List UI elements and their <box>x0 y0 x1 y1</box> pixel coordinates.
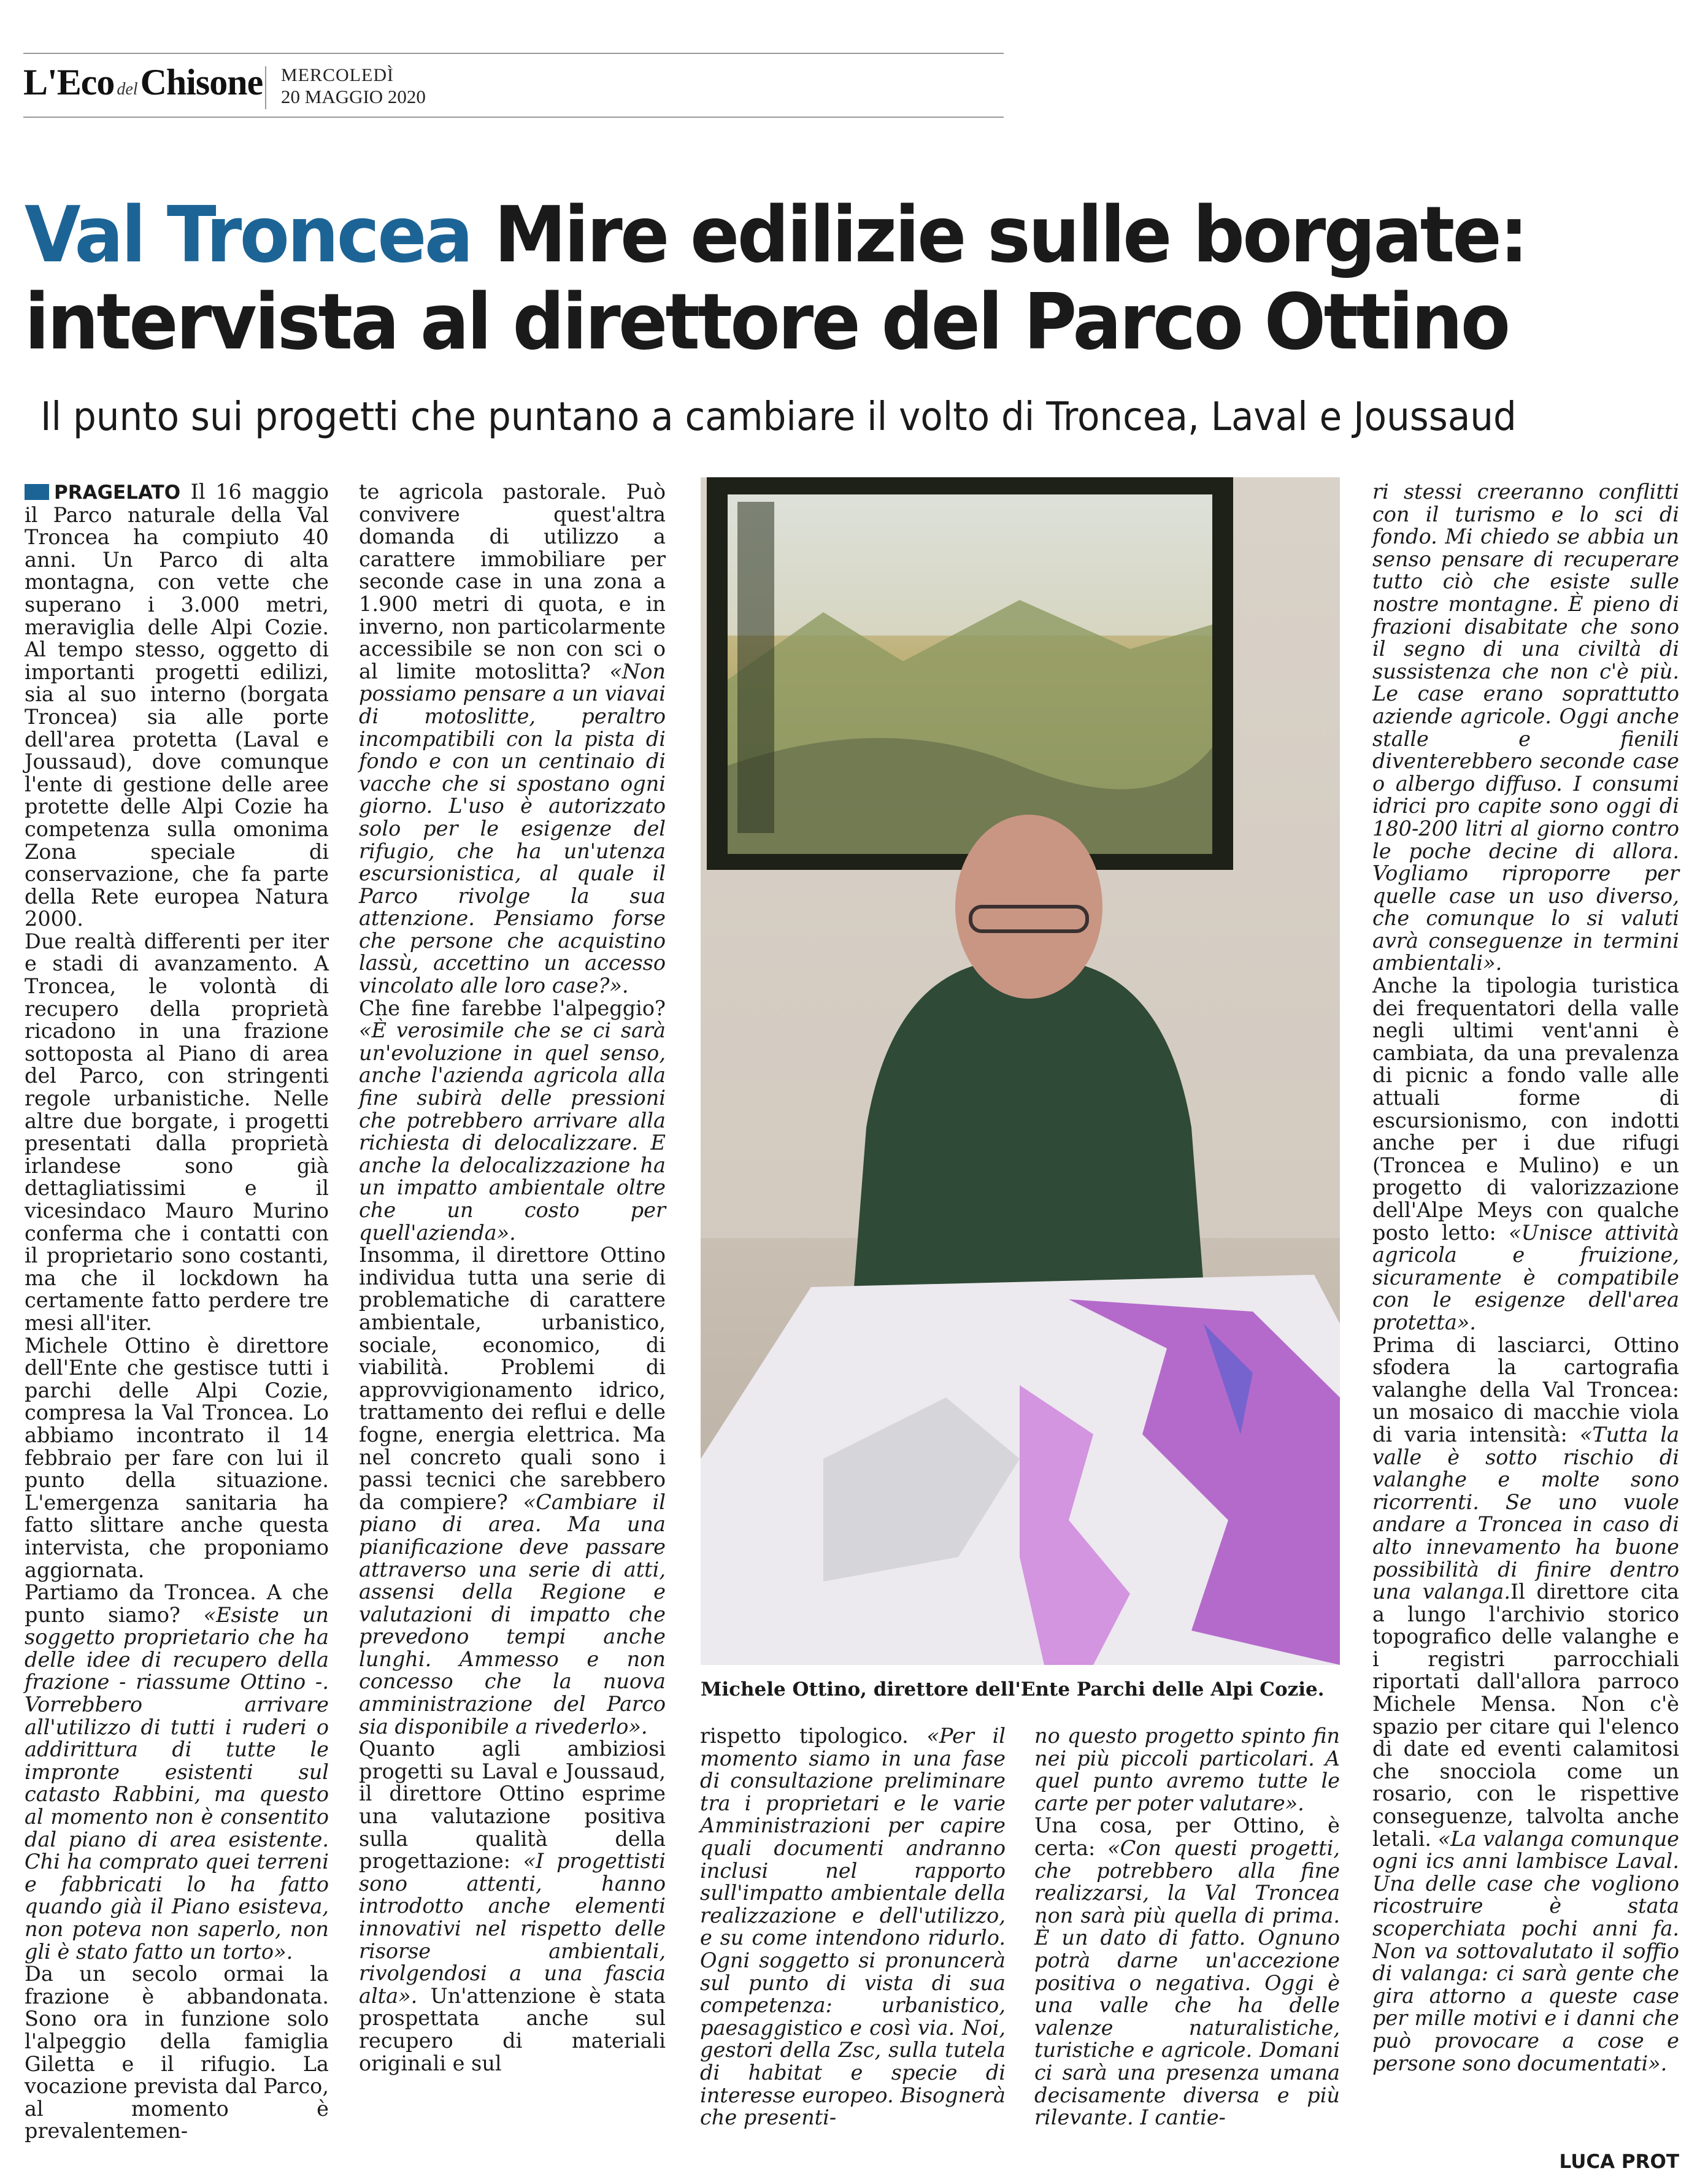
location-marker-icon <box>25 484 49 500</box>
paragraph-text: te agricola pastorale. Può convivere quest'altra domanda di utilizzo a carattere immobiliare per seconde case in una zona a 1.900 metri di quota, e in inverno, non particolarmente accessibile se non con sci o al limite motoslitta? <box>359 480 666 683</box>
paragraph: Michele Ottino è direttore dell'Ente che gestisce tutti i parchi delle Alpi Cozie, compresa la Val Troncea. Lo abbiamo incontrato il 14 febbraio per fare con lui il punto della situazione. L'emergenza sanitaria ha fatto slittare anche questa intervista, che proponiamo aggiornata. <box>25 1333 329 1582</box>
quote-text: «La valanga comunque ogni ics anni lambisce Laval. Una delle case che vogliono ricostruire è stata scoperchiata pochi anni fa. Non va sottovalutato il soffio di valanga: ci sarà gente che gira attorno a queste case per mille motivi e i danni che può provocare a cose e persone sono documentati». <box>1372 1826 1679 2075</box>
logo-part-eco: L'Eco <box>23 62 115 102</box>
paragraph <box>1034 1725 1340 1815</box>
paragraph-text: Un'attenzione è stata prospettata anche sul recupero di materiali originali e sul <box>359 1983 666 2075</box>
paragraph-text: Anche la tipologia turistica dei frequentatori della valle negli ultimi vent'anni è cambiata, da una prevalenza di picnic a fondo valle alle attuali forme di escursionismo, con indotti anche per i due rifugi (Troncea e Mulino) e un progetto di valorizzazione dell'Alpe Meys con qualche posto letto: <box>1372 974 1679 1245</box>
article-column-1 <box>25 481 329 2143</box>
quote-text: «Per il momento siamo in una fase di consultazione preliminare tra i proprietari e le varie Amministrazioni per capire quali documenti andranno inclusi nel rapporto sull'impatto ambientale della realizzazione e dell'utilizzo, e su come intendono ridurlo. Ogni soggetto si pronuncerà sul punto di vista di sua competenza: urbanistico, paesaggistico e così via. Noi, gestori della Zsc, sulla tutela di habitat e specie di interesse europeo. Bisognerà che presenti- <box>700 1724 1006 2130</box>
paragraph-text: Il direttore cita a lungo l'archivio storico topografico delle valanghe e i registri parrocchiali riportati dall'allora parroco Michele Mensa. Non c'è spazio per citare qui l'elenco di date ed eventi calamitosi che snocciola come un rosario, con le rispettive conseguenze, talvolta anche letali. <box>1372 1580 1679 1851</box>
headline-line-1 <box>25 191 1593 279</box>
paragraph-text: Partiamo da Troncea. A che punto siamo? <box>25 1580 329 1627</box>
byline: LUCA PROT <box>1559 2151 1679 2173</box>
logo-part-chisone: Chisone <box>140 62 263 102</box>
paragraph <box>1372 975 1679 1334</box>
paragraph-text: Quanto agli ambiziosi progetti su Laval e Joussaud, il direttore Ottino esprime una valutazione positiva sulla qualità della progettazione: <box>359 1737 666 1873</box>
quote-text: no questo progetto spinto fin nei più piccoli particolari. A quel punto avremo tutte le carte per poter valutare». <box>1034 1724 1340 1815</box>
quote-text: «È verosimile che se ci sarà un'evoluzione in quel senso, anche l'azienda agricola alla fine subirà delle pressioni che potrebbero arrivare alla richiesta di delocalizzare. E anche la delocalizzazione ha un impatto ambientale oltre che un costo per quell'azienda». <box>359 1018 666 1245</box>
quote-text: «Cambiare il piano di area. Ma una pianificazione deve passare attraverso una serie di atti, assensi della Regione e valutazioni di impatto che prevedono tempi anche lunghi. Ammesso e non concesso che la nuova amministrazione del Parco sia disponibile a rivederlo». <box>359 1489 666 1739</box>
article-column-2 <box>359 481 666 2075</box>
issue-day: MERCOLEDÌ <box>281 65 394 85</box>
paragraph-text: Una cosa, per Ottino, è certa: <box>1034 1813 1340 1860</box>
paragraph: Da un secolo ormai la frazione è abbandonata. Sono ora in funzione solo l'alpeggio della famiglia Giletta e il rifugio. La vocazione prevista dal Parco, al momento è prevalentemen- <box>25 1962 329 2143</box>
paragraph <box>1372 481 1679 975</box>
paragraph <box>359 1244 666 1738</box>
subtitle: Il punto sui progetti che puntano a cambiare il volto di Troncea, Laval e Joussaud <box>40 394 1517 440</box>
paragraph <box>359 1738 666 2075</box>
issue-date: 20 MAGGIO 2020 <box>281 86 426 107</box>
paragraph <box>25 481 329 931</box>
quote-text: «Con questi progetti, che potrebbero alla fine realizzarsi, la Val Troncea non sarà più quella di prima. È un dato di fatto. Ognuno potrà darne un'accezione positiva o negativa. Oggi è una valle che ha delle valenze naturalistiche, turistiche e agricole. Domani ci sarà una presenza umana decisamente diversa e più rilevante. I cantie- <box>1034 1835 1340 2130</box>
location-tag: PRAGELATO <box>54 482 181 504</box>
article-column-3 <box>700 1725 1006 2129</box>
paragraph-text: Prima di lasciarci, Ottino sfodera la cartografia valanghe della Val Troncea: un mosaico di macchie viola di varia intensità: <box>1372 1332 1679 1447</box>
headline-kicker: Val Troncea <box>25 190 471 280</box>
photo-caption: Michele Ottino, direttore dell'Ente Parchi delle Alpi Cozie. <box>701 1678 1325 1701</box>
paragraph-text: Insomma, il direttore Ottino individua tutta una serie di problematiche di carattere ambientale, urbanistico, sociale, economico, di viabilità. Problemi di approvvigionamento idrico, trattamento dei reflui e delle fogne, energia elettrica. Ma nel concreto quali sono i passi tecnici che sarebbero da compiere? <box>359 1243 666 1514</box>
quote-text: «Non possiamo pensare a un viavai di motoslitte, peraltro incompatibili con la pista di fondo e con un centinaio di vacche che si spostano ogni giorno. L'uso è autorizzato solo per le esigenze del rifugio, che ha un'utenza escursionistica, al quale il Parco rivolge la sua attenzione. Pensiamo forse che persone che acquistino lassù, accettino un accesso vincolato alle loro case?». <box>359 659 666 998</box>
logo-part-del: del <box>117 80 138 99</box>
paragraph-text: rispetto tipologico. <box>700 1724 927 1748</box>
quote-text: «I progettisti sono attenti, hanno introdotto anche elementi innovativi nel rispetto delle risorse ambientali, rivolgendosi a una fascia alta». <box>359 1849 666 2008</box>
quote-text: «Tutta la valle è sotto rischio di valanghe e molte sono ricorrenti. Se uno vuole andare a Troncea in caso di alto innevamento ha buone possibilità di finire dentro una valanga. <box>1372 1422 1680 1604</box>
headline <box>25 191 1593 366</box>
paragraph <box>25 1581 329 1963</box>
header-top-rule <box>23 53 1004 54</box>
quote-text: «Unisce attività agricola e fruizione, sicuramente è compatibile con le esigenze dell'area protetta». <box>1372 1220 1679 1334</box>
paragraph: Due realtà differenti per iter e stadi di avanzamento. A Troncea, le volontà di recupero della proprietà ricadono in una frazione sottoposta al Piano di area del Parco, con stringenti regole urbanistiche. Nelle altre due borgate, i progetti presentati dalla proprietà irlandese sono già dettagliatissimi e il vicesindaco Mauro Murino conferma che i contatti con il proprietario sono costanti, ma che il lockdown ha certamente fatto perdere tre mesi all'iter. <box>25 929 329 1335</box>
header-bottom-rule <box>23 117 1004 118</box>
paragraph <box>700 1725 1006 2129</box>
paragraph <box>1034 1815 1340 2129</box>
photo-illustration <box>701 477 1340 1665</box>
paragraph <box>1372 1334 1679 2075</box>
headline-line-2: intervista al direttore del Parco Ottino <box>25 277 1509 367</box>
headline-text-1: Mire edilizie sulle borgate: <box>494 190 1526 280</box>
paragraph <box>359 481 666 997</box>
article-column-5 <box>1372 481 1679 2075</box>
article-column-4 <box>1034 1725 1340 2129</box>
header-separator <box>265 66 266 109</box>
newspaper-logo <box>23 61 263 110</box>
quote-text: ri stessi creeranno conflitti con il turismo e lo sci di fondo. Mi chiedo se abbia un senso pensare di recuperare tutto ciò che esiste sulle nostre montagne. È pieno di frazioni disabitate che sono il segno di una civiltà di sussistenza che non c'è più. Le case erano soprattutto aziende agricole. Oggi anche stalle e fienili diventerebbero seconde case o albergo diffuso. I consumi idrici pro capite sono oggi di 180-200 litri al giorno contro le poche decine di allora. Vogliamo riproporre per quelle case un uso diverso, che comunque lo si valuti avrà conseguenze in termini ambientali». <box>1372 480 1679 975</box>
article-photo <box>701 477 1340 1665</box>
paragraph-text: Il 16 maggio il Parco naturale della Val Troncea ha compiuto 40 anni. Un Parco di alta montagna, con vette che superano i 3.000 metri, meraviglia delle Alpi Cozie. Al tempo stesso, oggetto di importanti progetti edilizi, sia al suo interno (borgata Troncea) sia alle porte dell'area protetta (Laval e Joussaud), dove comunque l'ente di gestione delle aree protette delle Alpi Cozie ha competenza sulla omonima Zona speciale di conservazione, che fa parte della Rete europea Natura 2000. <box>25 480 329 931</box>
paragraph <box>359 997 666 1245</box>
paragraph-text: Che fine farebbe l'alpeggio? <box>359 996 666 1020</box>
quote-text: «Esiste un soggetto proprietario che ha delle idee di recupero della frazione - riassume Ottino -. Vorrebbero arrivare all'utilizzo di tutti i ruderi o addirittura di tutte le impronte esistenti sul catasto Rabbini, ma questo al momento non è consentito dal piano di area esistente. Chi ha comprato quei terreni e fabbricati lo ha fatto quando già il Piano esisteva, non poteva non saperlo, non gli è stato fatto un torto». <box>25 1602 329 1964</box>
